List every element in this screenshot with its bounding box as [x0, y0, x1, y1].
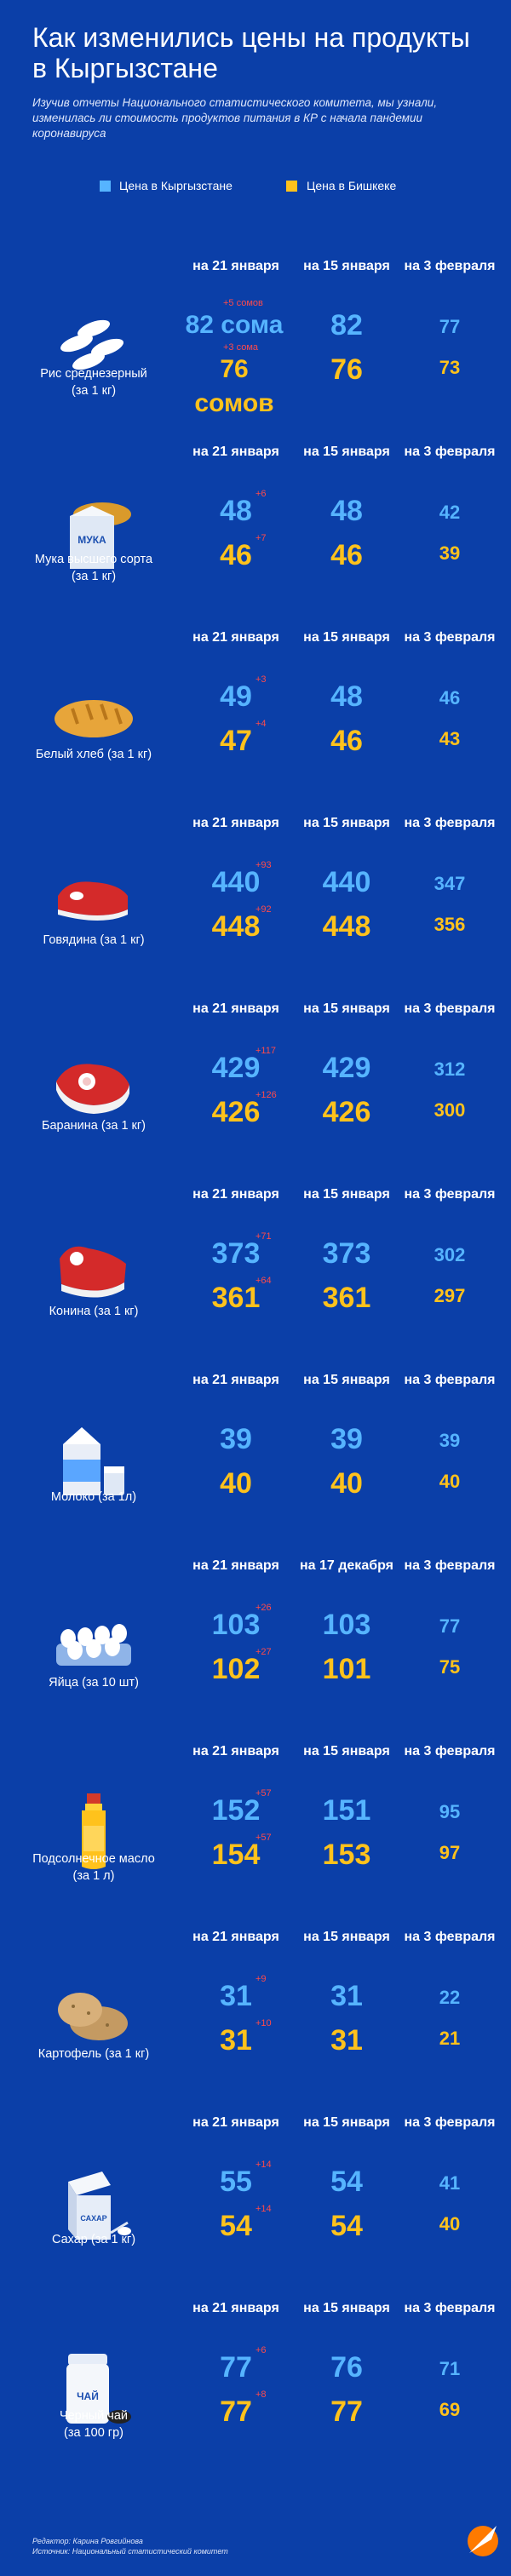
delta-bishkek: +8: [256, 2390, 267, 2400]
price-kyrgyzstan-date2: 54: [330, 2166, 363, 2198]
column-header-date3: на 3 февраля: [404, 259, 496, 273]
column-header-date3: на 3 февраля: [404, 1744, 496, 1758]
product-unit: (за 1 кг): [71, 570, 117, 583]
product-name-text: Подсолнечное масло: [32, 1852, 155, 1866]
price-bishkek-date1: 54: [220, 2210, 252, 2242]
delta-bishkek: +57: [256, 1833, 272, 1843]
price-bishkek-date1: 40: [220, 1467, 252, 1500]
delta-kyrgyzstan: +3: [256, 674, 267, 685]
price-kyrgyzstan-date1: 82 сома: [185, 311, 284, 339]
delta-bishkek: +126: [256, 1090, 277, 1100]
product-name: [9, 1850, 179, 1885]
price-kyrgyzstan-date2: 48: [330, 680, 363, 713]
column-header-date1: на 21 января: [192, 1001, 279, 1016]
delta-bishkek: +7: [256, 533, 267, 543]
column-header-date2: на 15 января: [303, 445, 390, 459]
column-header-date3: на 3 февраля: [404, 816, 496, 830]
price-kyrgyzstan-date1: 77: [220, 2351, 252, 2384]
price-bishkek-date3: 69: [439, 2399, 461, 2420]
product-unit: (за 100 гр): [64, 2426, 123, 2440]
price-bishkek-date3: 97: [439, 1842, 461, 1863]
editor-credit: Редактор: Карина Ровгийнова: [32, 2537, 143, 2545]
column-header-date2: на 17 декабря: [300, 1558, 393, 1573]
price-kyrgyzstan-date3: 22: [439, 1987, 461, 2008]
price-bishkek-date2: 46: [330, 539, 363, 571]
price-kyrgyzstan-date3: 41: [439, 2172, 461, 2194]
delta-kyrgyzstan: +5 сомов: [223, 298, 263, 308]
price-kyrgyzstan-date3: 77: [439, 316, 461, 337]
svg-text:САХАР: САХАР: [80, 2214, 107, 2223]
source-credit: Источник: Национальный статистический комитет: [32, 2547, 228, 2556]
price-kyrgyzstan-date3: 46: [439, 687, 461, 709]
price-bishkek-date1: 46: [220, 539, 252, 571]
delta-kyrgyzstan: +6: [256, 489, 267, 499]
price-kyrgyzstan-date2: 48: [330, 495, 363, 527]
product-name: [9, 1303, 179, 1320]
price-kyrgyzstan-date3: 302: [433, 1244, 466, 1265]
product-row: [0, 1185, 511, 1366]
price-kyrgyzstan-date1: 49: [220, 680, 252, 713]
price-kyrgyzstan-date1: 103: [211, 1609, 261, 1641]
price-bishkek-date3: 297: [433, 1285, 466, 1306]
price-bishkek-date2: 40: [330, 1467, 363, 1500]
price-kyrgyzstan-date3: 95: [439, 1801, 461, 1822]
product-unit: (за 1 л): [72, 1869, 115, 1883]
column-header-date2: на 15 января: [303, 1930, 390, 1944]
price-kyrgyzstan-date2: 39: [330, 1423, 363, 1455]
product-row: [0, 1742, 511, 1923]
price-kyrgyzstan-date1: 373: [211, 1237, 261, 1270]
price-bishkek-date1: 47: [220, 725, 252, 757]
product-row: [0, 1371, 511, 1552]
product-row: [0, 443, 511, 623]
delta-bishkek: +3 сома: [223, 342, 259, 353]
page-subtitle: Изучив отчеты Национального статистического комитета, мы узнали, изменилась ли стоимость продуктов питания в КР с начала пандемии коронавируса: [32, 96, 438, 140]
delta-kyrgyzstan: +6: [256, 2345, 267, 2355]
price-bishkek-date2: 76: [330, 353, 363, 386]
page-title: Как изменились цены на продукты в Кыргызстане: [32, 22, 470, 83]
product-row: [0, 1928, 511, 2108]
price-kyrgyzstan-date3: 347: [433, 873, 466, 894]
column-header-date1: на 21 января: [192, 1373, 279, 1387]
price-bishkek-date2: 77: [330, 2395, 363, 2428]
product-name: [9, 2407, 179, 2441]
price-bishkek-date3: 300: [433, 1099, 466, 1121]
column-header-date1: на 21 января: [192, 2301, 279, 2315]
product-name: [9, 932, 179, 949]
price-kyrgyzstan-date1: 39: [220, 1423, 252, 1455]
product-name: [9, 1674, 179, 1691]
product-row: [0, 628, 511, 809]
price-kyrgyzstan-date2: 31: [330, 1980, 363, 2012]
price-bishkek-date1: 154: [211, 1839, 261, 1871]
column-header-date2: на 15 января: [303, 2115, 390, 2130]
sputnik-logo-icon: [464, 2521, 502, 2559]
column-header-date1: на 21 января: [192, 2115, 279, 2130]
product-row: [0, 2114, 511, 2294]
product-name: [9, 551, 179, 585]
delta-bishkek: +64: [256, 1276, 272, 1286]
price-kyrgyzstan-date2: 76: [330, 2351, 363, 2384]
legend-label-kyrgyzstan: Цена в Кыргызстане: [119, 179, 233, 192]
price-kyrgyzstan-date2: 440: [322, 866, 371, 898]
price-bishkek-date1: 448: [211, 910, 261, 943]
price-kyrgyzstan-date2: 429: [322, 1052, 371, 1084]
price-bishkek-date1: 76 сомов: [194, 355, 274, 417]
product-name: [9, 365, 179, 399]
delta-kyrgyzstan: +26: [256, 1603, 272, 1613]
delta-kyrgyzstan: +71: [256, 1231, 272, 1242]
price-bishkek-date1: 31: [220, 2024, 252, 2057]
delta-kyrgyzstan: +9: [256, 1974, 267, 1984]
delta-bishkek: +10: [256, 2018, 272, 2028]
product-name-text: Молоко (за 1л): [50, 1490, 137, 1504]
legend: [0, 179, 511, 198]
product-row: [0, 814, 511, 995]
product-row: [0, 1557, 511, 1737]
legend-swatch-kyrgyzstan: [100, 181, 111, 192]
delta-kyrgyzstan: +14: [256, 2160, 272, 2170]
price-bishkek-date2: 153: [322, 1839, 371, 1871]
price-bishkek-date2: 426: [322, 1096, 371, 1128]
column-header-date3: на 3 февраля: [404, 2301, 496, 2315]
product-name-text: Белый хлеб (за 1 кг): [35, 748, 152, 761]
column-header-date3: на 3 февраля: [404, 1187, 496, 1202]
price-bishkek-date3: 21: [439, 2028, 461, 2049]
svg-text:МУКА: МУКА: [78, 534, 106, 546]
product-name-text: Говядина (за 1 кг): [43, 933, 145, 947]
price-bishkek-date3: 40: [439, 1471, 461, 1492]
svg-text:ЧАЙ: ЧАЙ: [77, 2390, 99, 2402]
price-kyrgyzstan-date1: 440: [211, 866, 261, 898]
price-bishkek-date3: 356: [433, 914, 466, 935]
price-bishkek-date3: 40: [439, 2213, 461, 2235]
price-bishkek-date1: 102: [211, 1653, 261, 1685]
column-header-date2: на 15 января: [303, 816, 390, 830]
product-name: [9, 2045, 179, 2063]
delta-kyrgyzstan: +93: [256, 860, 272, 870]
price-bishkek-date1: 426: [211, 1096, 261, 1128]
column-header-date3: на 3 февраля: [404, 2115, 496, 2130]
product-name-text: Рис среднезерный: [40, 367, 147, 381]
column-header-date3: на 3 февраля: [404, 1001, 496, 1016]
product-row: [0, 2299, 511, 2480]
product-name-text: Яйца (за 10 шт): [49, 1676, 139, 1690]
price-kyrgyzstan-date1: 152: [211, 1794, 261, 1827]
price-bishkek-date2: 31: [330, 2024, 363, 2057]
column-header-date1: на 21 января: [192, 445, 279, 459]
column-header-date3: на 3 февраля: [404, 1558, 496, 1573]
product-name-text: Баранина (за 1 кг): [41, 1119, 146, 1133]
product-name-text: Сахар (за 1 кг): [51, 2233, 136, 2246]
product-name-text: Мука высшего сорта: [34, 553, 153, 566]
price-bishkek-date3: 75: [439, 1656, 461, 1678]
price-bishkek-date3: 73: [439, 357, 461, 378]
price-bishkek-date1: 361: [211, 1282, 261, 1314]
column-header-date1: на 21 января: [192, 816, 279, 830]
column-header-date3: на 3 февраля: [404, 445, 496, 459]
price-bishkek-date2: 361: [322, 1282, 371, 1314]
column-header-date1: на 21 января: [192, 1187, 279, 1202]
delta-bishkek: +92: [256, 904, 272, 915]
product-name: [9, 1117, 179, 1134]
delta-bishkek: +27: [256, 1647, 272, 1657]
column-header-date1: на 21 января: [192, 1744, 279, 1758]
column-header-date2: на 15 января: [303, 2301, 390, 2315]
price-bishkek-date1: 77: [220, 2395, 252, 2428]
column-header-date1: на 21 января: [192, 259, 279, 273]
column-header-date3: на 3 февраля: [404, 1930, 496, 1944]
price-kyrgyzstan-date1: 429: [211, 1052, 261, 1084]
column-header-date2: на 15 января: [303, 630, 390, 645]
product-name-text: Черный чай: [59, 2409, 129, 2423]
price-bishkek-date2: 101: [322, 1653, 371, 1685]
product-unit: (за 1 кг): [71, 384, 117, 398]
price-kyrgyzstan-date3: 71: [439, 2358, 461, 2379]
price-kyrgyzstan-date3: 39: [439, 1430, 461, 1451]
column-header-date3: на 3 февраля: [404, 630, 496, 645]
price-kyrgyzstan-date3: 77: [439, 1615, 461, 1637]
price-bishkek-date2: 46: [330, 725, 363, 757]
price-kyrgyzstan-date1: 55: [220, 2166, 252, 2198]
delta-bishkek: +4: [256, 719, 267, 729]
price-kyrgyzstan-date3: 42: [439, 502, 461, 523]
column-header-date1: на 21 января: [192, 1930, 279, 1944]
legend-label-bishkek: Цена в Бишкеке: [307, 179, 397, 192]
price-bishkek-date3: 39: [439, 542, 461, 564]
price-bishkek-date2: 54: [330, 2210, 363, 2242]
column-header-date1: на 21 января: [192, 1558, 279, 1573]
product-name-text: Картофель (за 1 кг): [37, 2047, 150, 2061]
delta-bishkek: +14: [256, 2204, 272, 2214]
product-row: [0, 257, 511, 438]
column-header-date2: на 15 января: [303, 259, 390, 273]
delta-kyrgyzstan: +117: [256, 1046, 276, 1056]
price-kyrgyzstan-date1: 48: [220, 495, 252, 527]
column-header-date2: на 15 января: [303, 1373, 390, 1387]
column-header-date2: на 15 января: [303, 1187, 390, 1202]
price-kyrgyzstan-date2: 373: [322, 1237, 371, 1270]
price-kyrgyzstan-date2: 103: [322, 1609, 371, 1641]
product-name-text: Конина (за 1 кг): [49, 1305, 139, 1318]
legend-swatch-bishkek: [286, 181, 297, 192]
column-header-date2: на 15 января: [303, 1744, 390, 1758]
product-row: [0, 1000, 511, 1180]
price-kyrgyzstan-date3: 312: [433, 1059, 466, 1080]
product-name: [9, 2231, 179, 2248]
price-bishkek-date2: 448: [322, 910, 371, 943]
column-header-date1: на 21 января: [192, 630, 279, 645]
column-header-date2: на 15 января: [303, 1001, 390, 1016]
price-kyrgyzstan-date2: 151: [322, 1794, 371, 1827]
price-bishkek-date3: 43: [439, 728, 461, 749]
delta-kyrgyzstan: +57: [256, 1788, 272, 1799]
product-name: [9, 1489, 179, 1506]
price-kyrgyzstan-date1: 31: [220, 1980, 252, 2012]
product-name: [9, 746, 179, 763]
column-header-date3: на 3 февраля: [404, 1373, 496, 1387]
price-kyrgyzstan-date2: 82: [330, 309, 363, 341]
footer: [32, 2536, 228, 2556]
